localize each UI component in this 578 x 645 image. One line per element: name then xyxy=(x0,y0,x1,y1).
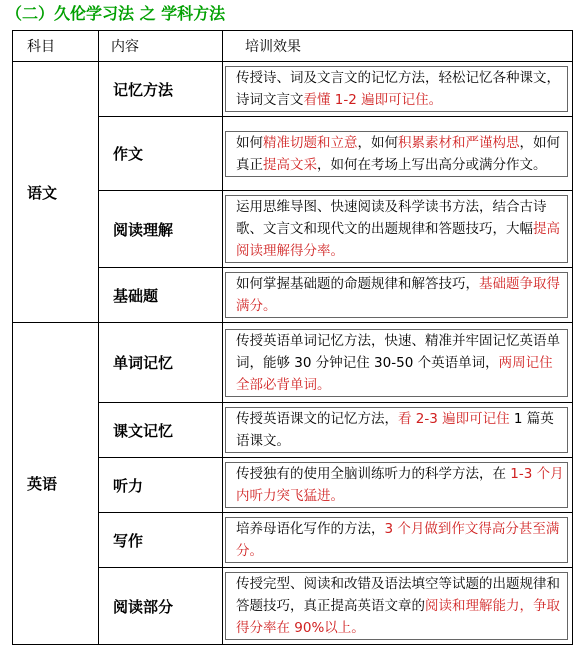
highlight-text: 看 2-3 遍即可记住 xyxy=(398,411,510,427)
section-title: （二）久伦学习法 之 学科方法 xyxy=(6,4,226,23)
effect-cell xyxy=(223,268,573,323)
effect-text-segment: 如何 xyxy=(236,134,263,151)
effect-text xyxy=(225,329,568,397)
highlight-text: 阅读和理解能力，争取得分率在 90%以上。 xyxy=(236,598,560,636)
effect-text-segment: 传授诗、词及文言文的记忆方法，轻松记忆各种课文，诗词文言文 xyxy=(236,70,560,108)
table-header-row xyxy=(13,31,573,62)
effect-text-segment: ，如何在考场上写出高分或满分作文。 xyxy=(317,156,547,173)
effect-text xyxy=(225,407,568,453)
effect-text-segment: 传授英语单词记忆方法，快速、精准并牢固记忆英语单词，能够 30 分钟记住 30-50 个英语单词， xyxy=(236,332,560,371)
effect-text-segment: 培养母语化写作的方法， xyxy=(236,521,385,537)
effect-text-segment: 运用思维导图、快速阅读及科学读书方法，结合古诗歌、文言文和现代文的出题规律和答题技巧，大幅 xyxy=(236,199,547,237)
header-content: 内容 xyxy=(99,31,223,62)
highlight-text: 精准切题和立意 xyxy=(263,134,358,151)
highlight-text: 基础题争取得满分。 xyxy=(236,276,560,314)
effect-text xyxy=(225,195,568,263)
effect-cell xyxy=(223,458,573,513)
highlight-text: 1-3 个月内听力突飞猛进。 xyxy=(236,466,564,504)
content-cell: 听力 xyxy=(99,458,223,513)
highlight-text: 3 个月做到作文得高分甚至满分。 xyxy=(236,521,560,559)
content-cell: 写作 xyxy=(99,513,223,568)
effect-cell xyxy=(223,323,573,403)
effect-text-segment: 1 篇英语课文。 xyxy=(236,411,554,449)
effect-cell xyxy=(223,117,573,191)
effect-text xyxy=(225,131,568,177)
effect-text-segment: ，如何真正 xyxy=(236,134,560,173)
header-effect: 培训效果 xyxy=(223,31,573,62)
table-row xyxy=(13,62,573,117)
table-row xyxy=(13,323,573,403)
effect-cell xyxy=(223,403,573,458)
effect-text xyxy=(225,572,568,640)
highlight-text: 两周记住全部必背单词。 xyxy=(236,354,553,393)
content-cell: 课文记忆 xyxy=(99,403,223,458)
effect-text-segment: 如何掌握基础题的命题规律和解答技巧， xyxy=(236,276,479,292)
content-cell: 阅读理解 xyxy=(99,191,223,268)
effect-text-segment: 传授英语课文的记忆方法， xyxy=(236,411,398,427)
content-cell: 单词记忆 xyxy=(99,323,223,403)
subject-methods-table xyxy=(12,30,573,645)
effect-cell xyxy=(223,513,573,568)
highlight-text: 提高文采 xyxy=(263,156,317,173)
effect-text xyxy=(225,272,568,318)
content-cell: 基础题 xyxy=(99,268,223,323)
effect-text xyxy=(225,66,568,112)
effect-text xyxy=(225,517,568,563)
highlight-text: 看懂 1-2 遍即可记住。 xyxy=(303,92,443,108)
subject-cell-english: 英语 xyxy=(13,323,99,645)
effect-text-segment: ，如何 xyxy=(357,134,398,151)
effect-text xyxy=(225,462,568,508)
effect-cell xyxy=(223,568,573,645)
table-body xyxy=(13,62,573,645)
content-cell: 记忆方法 xyxy=(99,62,223,117)
effect-cell xyxy=(223,191,573,268)
subject-cell-chinese: 语文 xyxy=(13,62,99,323)
effect-text-segment: 传授独有的使用全脑训练听力的科学方法，在 xyxy=(236,466,511,482)
header-subject: 科目 xyxy=(13,31,99,62)
highlight-text: 提高阅读理解得分率。 xyxy=(236,221,560,259)
content-cell: 作文 xyxy=(99,117,223,191)
content-cell: 阅读部分 xyxy=(99,568,223,645)
effect-cell xyxy=(223,62,573,117)
highlight-text: 积累素材和严谨构思 xyxy=(398,134,520,151)
effect-text-segment: 传授完型、阅读和改错及语法填空等试题的出题规律和答题技巧，真正提高英语文章的 xyxy=(236,576,560,614)
